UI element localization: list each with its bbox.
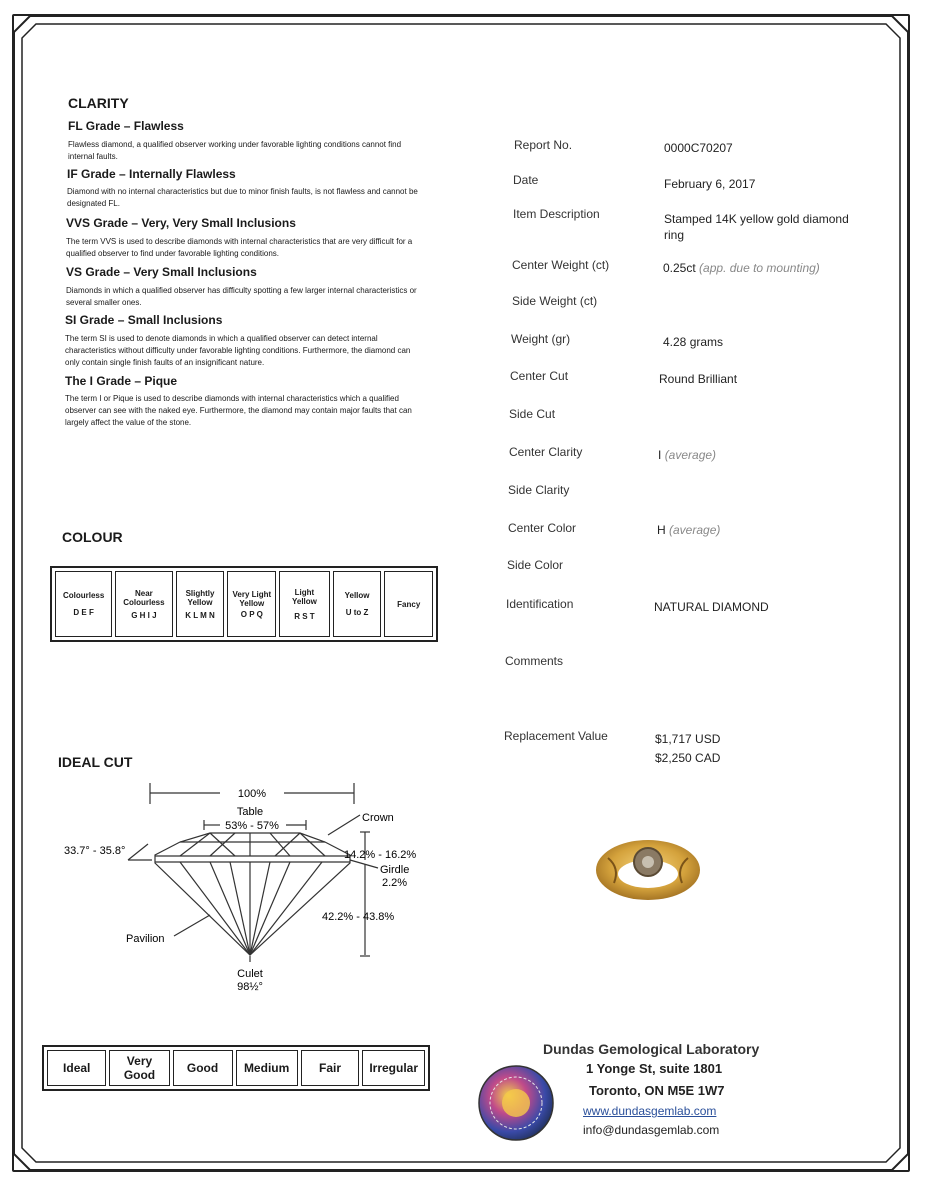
- date-label: Date: [513, 173, 539, 187]
- diagram-culet-angle-label: 98½°: [237, 981, 263, 993]
- side-weight-label: Side Weight (ct): [512, 294, 598, 308]
- colour-cell-name: Colourless: [62, 591, 105, 600]
- colour-cell-letters: D E F: [73, 608, 94, 617]
- center-clarity-note: (average): [664, 448, 717, 462]
- cut-scale-ideal: Ideal: [47, 1050, 106, 1086]
- weight-gr-label: Weight (gr): [511, 332, 571, 346]
- lab-email[interactable]: info@dundasgemlab.com: [583, 1123, 720, 1137]
- colour-cell-name: Yellow: [344, 591, 370, 600]
- lab-name: Dundas Gemological Laboratory: [543, 1041, 760, 1057]
- side-cut-label: Side Cut: [509, 407, 556, 421]
- cut-scale-fair: Fair: [301, 1050, 360, 1086]
- grade-i-text: The term I or Pique is used to describe diamonds with internal characteristics which a qualified observer can see with the naked eye. Furthermore, the diamond may contain major faults that can largely affect the value of the stone.: [65, 394, 412, 427]
- colour-cell-name: Light Yellow: [291, 587, 317, 606]
- report-no-value: 0000C70207: [664, 141, 733, 155]
- center-weight-amount: 0.25ct: [663, 261, 696, 275]
- colour-cell-name: Very Light Yellow: [232, 589, 272, 608]
- colour-cell-near-colourless: [115, 571, 172, 637]
- clarity-heading: CLARITY: [68, 95, 129, 111]
- cut-scale-table: [42, 1045, 430, 1091]
- center-weight-label: Center Weight (ct): [512, 258, 610, 272]
- grade-i-title: The I Grade – Pique: [65, 374, 178, 388]
- diagram-culet-label: Culet: [237, 968, 263, 980]
- item-description-label: Item Description: [513, 207, 600, 221]
- colour-cell-name: Fancy: [397, 599, 421, 609]
- center-clarity-label: Center Clarity: [509, 445, 583, 459]
- grade-if-title: IF Grade – Internally Flawless: [67, 167, 236, 181]
- diagram-pavilion-depth-label: 42.2% - 43.8%: [322, 911, 395, 923]
- center-color-value: [657, 523, 720, 537]
- grade-vs-title: VS Grade – Very Small Inclusions: [66, 265, 257, 279]
- grade-vvs-title: VVS Grade – Very, Very Small Inclusions: [66, 216, 296, 230]
- grade-vvs-text: The term VVS is used to describe diamonds with internal characteristics that are very difficult for a qualified observer to find under favorable lighting conditions.: [66, 237, 413, 258]
- grade-si-title: SI Grade – Small Inclusions: [65, 313, 223, 327]
- colour-cell-name: Slightly Yellow: [185, 588, 215, 607]
- diagram-crown-label: Crown: [362, 812, 394, 824]
- cut-scale-irregular: Irregular: [362, 1050, 425, 1086]
- identification-value: NATURAL DIAMOND: [654, 600, 769, 614]
- colour-cell-letters: K L M N: [185, 610, 215, 620]
- diagram-table-label: Table: [236, 806, 264, 818]
- identification-label: Identification: [506, 597, 574, 611]
- colour-cell-colourless: [55, 571, 112, 637]
- diagram-crown-height-label: 14.2% - 16.2%: [344, 849, 417, 861]
- diagram-width-label: 100%: [237, 788, 267, 800]
- ideal-cut-heading: IDEAL CUT: [58, 754, 133, 770]
- colour-cell-letters: R S T: [294, 611, 315, 621]
- diamond-cut-diagram: [60, 780, 440, 995]
- replacement-cad-value: $2,250 CAD: [655, 751, 721, 765]
- colour-cell-name: Near Colourless: [123, 588, 165, 607]
- lab-website-link[interactable]: www.dundasgemlab.com: [583, 1104, 717, 1118]
- grade-vs-text: Diamonds in which a qualified observer has difficulty spotting a few larger internal characteristics or several smaller ones.: [66, 286, 417, 307]
- replacement-usd-value: $1,717 USD: [655, 732, 721, 746]
- diagram-table-range-label: 53% - 57%: [225, 820, 279, 832]
- item-description-value: Stamped 14K yellow gold diamond ring: [664, 212, 849, 242]
- replacement-value-label: Replacement Value: [504, 729, 608, 743]
- colour-cell-light-yellow: [279, 571, 330, 637]
- grade-if-text: Diamond with no internal characteristics but due to minor finish faults, is not flawless and cannot be designated FL.: [67, 187, 418, 208]
- lab-address-line1: 1 Yonge St, suite 1801: [586, 1061, 723, 1076]
- report-no-label: Report No.: [514, 138, 573, 152]
- cut-scale-very-good: Very Good: [109, 1050, 169, 1086]
- grade-fl-text: Flawless diamond, a qualified observer working under favorable lighting conditions cannot find internal faults.: [68, 140, 402, 161]
- side-color-label: Side Color: [507, 558, 564, 572]
- hologram-seal-icon: [476, 1063, 556, 1143]
- center-color-grade: H: [657, 523, 666, 537]
- center-color-note: (average): [669, 523, 721, 537]
- grade-fl-title: FL Grade – Flawless: [68, 119, 184, 133]
- diagram-crown-angle-label: 33.7° - 35.8°: [64, 845, 126, 857]
- center-cut-value: Round Brilliant: [659, 372, 738, 386]
- diagram-girdle-value-label: 2.2%: [382, 877, 408, 889]
- ring-photo: [590, 828, 705, 908]
- cut-scale-medium: Medium: [236, 1050, 298, 1086]
- colour-cell-yellow: [333, 571, 382, 637]
- diagram-girdle-label: Girdle: [380, 864, 410, 876]
- weight-gr-value: 4.28 grams: [663, 335, 724, 349]
- diagram-pavilion-label: Pavilion: [126, 933, 165, 945]
- comments-label: Comments: [505, 654, 564, 668]
- colour-cell-letters: U to Z: [345, 608, 369, 617]
- colour-heading: COLOUR: [62, 529, 123, 545]
- center-cut-label: Center Cut: [510, 369, 569, 383]
- lab-address-line2: Toronto, ON M5E 1W7: [589, 1083, 725, 1098]
- grade-si-text: The term SI is used to denote diamonds in which a qualified observer can detect internal characteristics without difficulty under favorable lighting conditions. Furthermore, the diamond can only contain single finish faults of an insignificant nature.: [65, 334, 411, 367]
- colour-cell-letters: O P Q: [240, 609, 263, 619]
- side-clarity-label: Side Clarity: [508, 483, 570, 497]
- colour-cell-fancy: [384, 571, 433, 637]
- center-weight-value: [663, 261, 820, 275]
- center-color-label: Center Color: [508, 521, 577, 535]
- center-clarity-grade: I: [658, 448, 662, 462]
- colour-scale-table: [50, 566, 438, 642]
- colour-cell-slightly-yellow: [176, 571, 225, 637]
- date-value: February 6, 2017: [664, 177, 756, 191]
- colour-cell-very-light-yellow: [227, 571, 276, 637]
- center-clarity-value: [658, 448, 716, 462]
- cut-scale-good: Good: [173, 1050, 233, 1086]
- colour-cell-letters: G H I J: [131, 610, 157, 620]
- center-weight-note: (app. due to mounting): [699, 261, 820, 275]
